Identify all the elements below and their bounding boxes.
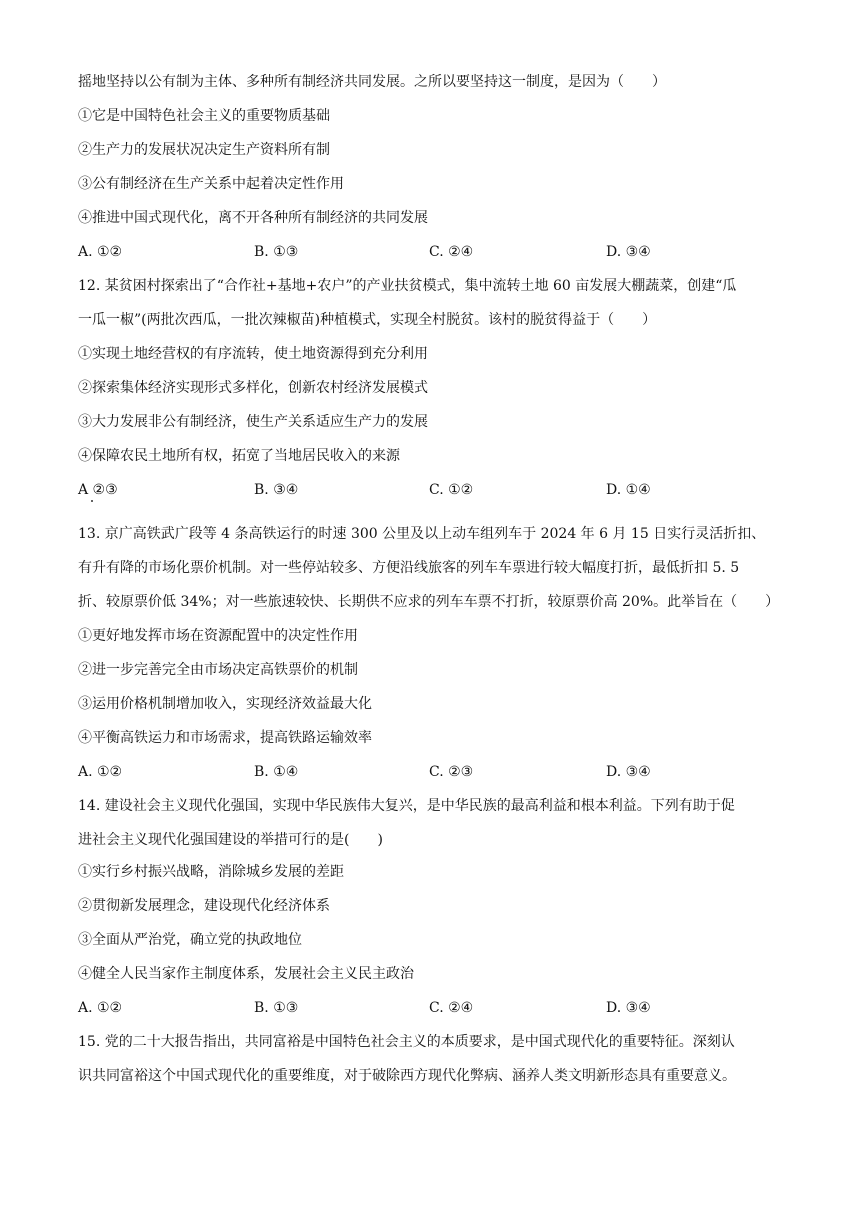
q12-item-3: ③大力发展非公有制经济，使生产关系适应生产力的发展 bbox=[78, 414, 428, 430]
q12-option-a: A ②③ bbox=[78, 482, 118, 498]
q13-item-4: ④平衡高铁运力和市场需求，提高铁路运输效率 bbox=[78, 730, 372, 746]
q14-option-b: B. ①③ bbox=[254, 1000, 299, 1016]
q13-item-1: ①更好地发挥市场在资源配置中的决定性作用 bbox=[78, 628, 358, 644]
q14-option-a: A. ①② bbox=[78, 1000, 123, 1016]
stray-dot bbox=[91, 500, 93, 502]
q12-option-d: D. ①④ bbox=[606, 482, 651, 498]
q11-option-d: D. ③④ bbox=[606, 244, 651, 260]
q11-item-1: ①它是中国特色社会主义的重要物质基础 bbox=[78, 108, 330, 124]
q11-option-b: B. ①③ bbox=[254, 244, 299, 260]
q12-item-1: ①实现土地经营权的有序流转，使土地资源得到充分利用 bbox=[78, 346, 428, 362]
q11-option-a: A. ①② bbox=[78, 244, 123, 260]
q12-option-c: C. ①② bbox=[429, 482, 474, 498]
q15-stem-line-2: 识共同富裕这个中国式现代化的重要维度，对于破除西方现代化弊病、涵养人类文明新形态具有重要意义。 bbox=[78, 1068, 736, 1084]
q14-option-c: C. ②④ bbox=[429, 1000, 474, 1016]
q13-stem-line-2: 有升有降的市场化票价机制。对一些停站较多、方便沿线旅客的列车车票进行较大幅度打折，最低折扣 5. 5 bbox=[78, 560, 740, 576]
q15-stem-line-1: 15. 党的二十大报告指出，共同富裕是中国特色社会主义的本质要求，是中国式现代化的重要特征。深刻认 bbox=[78, 1034, 735, 1050]
q12-item-4: ④保障农民土地所有权，拓宽了当地居民收入的来源 bbox=[78, 448, 400, 464]
q12-item-2: ②探索集体经济实现形式多样化，创新农村经济发展模式 bbox=[78, 380, 428, 396]
q14-option-d: D. ③④ bbox=[606, 1000, 651, 1016]
q13-option-c: C. ②③ bbox=[429, 764, 474, 780]
q12-stem-line-2: 一瓜一椒”(两批次西瓜，一批次辣椒苗)种植模式，实现全村脱贫。该村的脱贫得益于（ ） bbox=[78, 312, 657, 328]
q11-item-4: ④推进中国式现代化，离不开各种所有制经济的共同发展 bbox=[78, 210, 428, 226]
q13-option-a: A. ①② bbox=[78, 764, 123, 780]
q13-stem-line-1: 13. 京广高铁武广段等 4 条高铁运行的时速 300 公里及以上动车组列车于 2024 年 6 月 15 日实行灵活折扣、 bbox=[78, 526, 766, 542]
q14-item-1: ①实行乡村振兴战略，消除城乡发展的差距 bbox=[78, 864, 344, 880]
q13-item-3: ③运用价格机制增加收入，实现经济效益最大化 bbox=[78, 696, 372, 712]
q13-option-b: B. ①④ bbox=[254, 764, 299, 780]
q14-item-4: ④健全人民当家作主制度体系，发展社会主义民主政治 bbox=[78, 966, 414, 982]
q11-item-3: ③公有制经济在生产关系中起着决定性作用 bbox=[78, 176, 344, 192]
q14-stem-line-2: 进社会主义现代化强国建设的举措可行的是( ) bbox=[78, 832, 383, 848]
q13-stem-line-3: 折、较原票价低 34%；对一些旅速较快、长期供不应求的列车车票不打折，较原票价高 20%。此举旨在（ ） bbox=[78, 594, 780, 610]
q14-item-3: ③全面从严治党，确立党的执政地位 bbox=[78, 932, 302, 948]
q14-stem-line-1: 14. 建设社会主义现代化强国，实现中华民族伟大复兴，是中华民族的最高利益和根本利益。下列有助于促 bbox=[78, 798, 735, 814]
q12-option-b: B. ③④ bbox=[254, 482, 299, 498]
q14-item-2: ②贯彻新发展理念，建设现代化经济体系 bbox=[78, 898, 330, 914]
q12-stem-line-1: 12. 某贫困村探索出了“合作社+基地+农户”的产业扶贫模式，集中流转土地 60 亩发展大棚蔬菜，创建“瓜 bbox=[78, 278, 737, 294]
q11-stem: 摇地坚持以公有制为主体、多种所有制经济共同发展。之所以要坚持这一制度，是因为（ ） bbox=[78, 74, 666, 90]
q11-item-2: ②生产力的发展状况决定生产资料所有制 bbox=[78, 142, 330, 158]
q13-item-2: ②进一步完善完全由市场决定高铁票价的机制 bbox=[78, 662, 358, 678]
q13-option-d: D. ③④ bbox=[606, 764, 651, 780]
q11-option-c: C. ②④ bbox=[429, 244, 474, 260]
